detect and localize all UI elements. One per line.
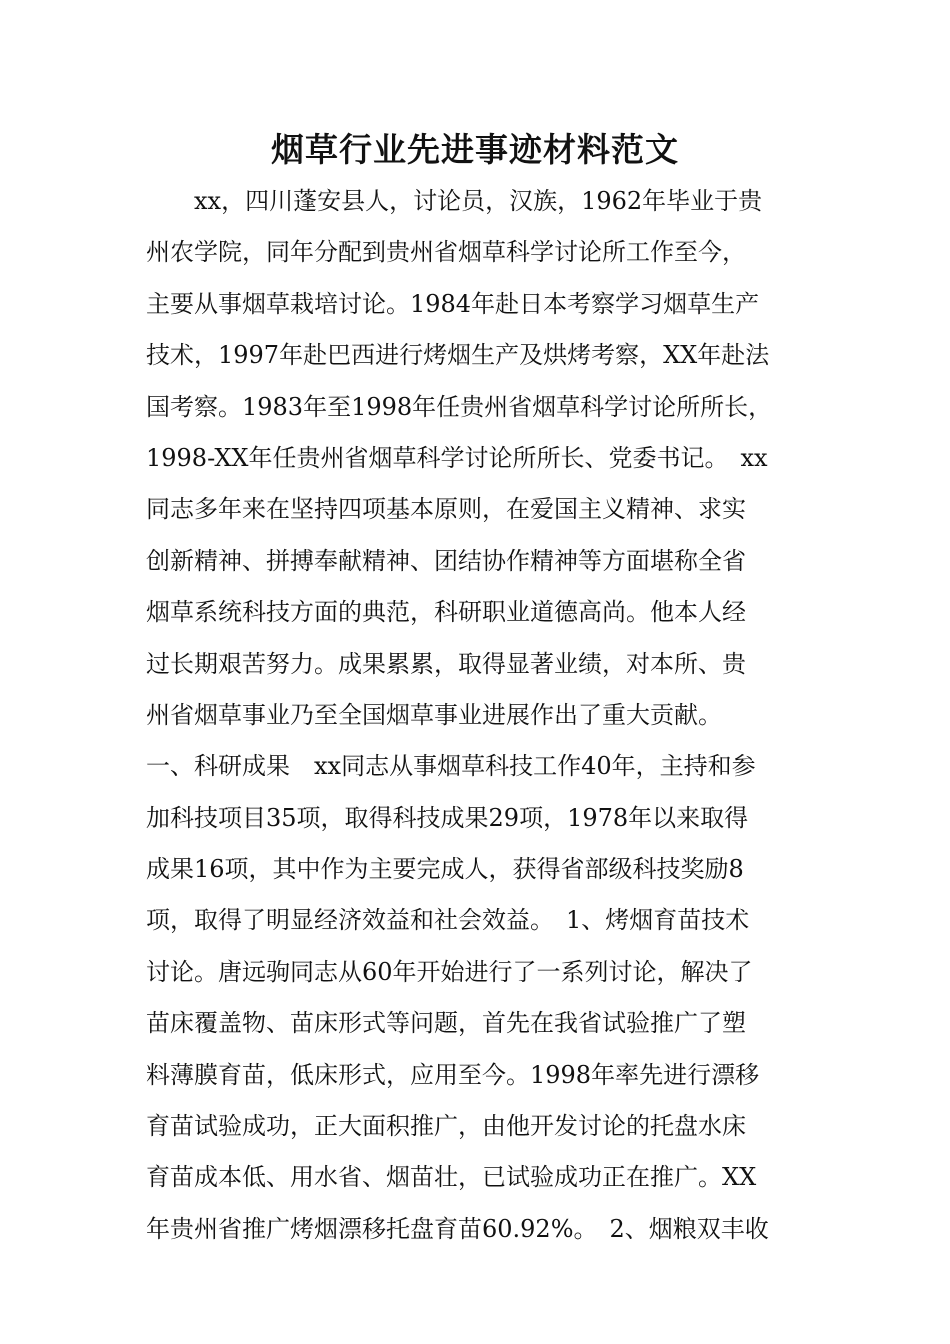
line-text: 创新精神、拼搏奉献精神、团结协作精神等方面堪称全省: [146, 546, 746, 575]
paragraph-line: [146, 844, 826, 895]
paragraph-line: [146, 793, 826, 844]
paragraph-line: [146, 741, 826, 792]
line-text: 国考察。1983年至1998年任贵州省烟草科学讨论所所长，: [146, 392, 773, 421]
line-text: 育苗试验成功，正大面积推广，由他开发讨论的托盘水床: [146, 1112, 746, 1141]
line-text: 1998-XX年任贵州省烟草科学讨论所所长、党委书记。 xx: [146, 443, 768, 472]
line-text: 苗床覆盖物、苗床形式等问题，首先在我省试验推广了塑: [146, 1009, 746, 1038]
paragraph-line: [146, 947, 826, 998]
paragraph-line: [146, 1152, 826, 1203]
paragraph-line: [146, 998, 826, 1049]
line-text: 主要从事烟草栽培讨论。1984年赴日本考察学习烟草生产: [146, 289, 760, 318]
paragraph-line: [146, 639, 826, 690]
paragraph-line: [146, 536, 826, 587]
line-text: 年贵州省推广烤烟漂移托盘育苗60.92%。 2、烟粮双丰收: [146, 1214, 769, 1243]
paragraph-line: [146, 1204, 826, 1255]
paragraph-line: [146, 895, 826, 946]
line-text: 烟草系统科技方面的典范，科研职业道德高尚。他本人经: [146, 598, 746, 627]
paragraph-line: [146, 382, 826, 433]
line-text: 加科技项目35项，取得科技成果29项，1978年以来取得: [146, 803, 749, 832]
line-text: 育苗成本低、用水省、烟苗壮，已试验成功正在推广。XX: [146, 1163, 757, 1192]
line-text: xx，四川蓬安县人，讨论员，汉族，1962年毕业于贵: [194, 187, 763, 215]
paragraph-line: [146, 1101, 826, 1152]
paragraph-line: [146, 279, 826, 330]
document-title: 烟草行业先进事迹材料范文: [271, 130, 679, 169]
line-text: 州省烟草事业乃至全国烟草事业进展作出了重大贡献。: [146, 700, 722, 729]
line-text: 讨论。唐远驹同志从60年开始进行了一系列讨论，解决了: [146, 957, 753, 986]
paragraph-line: [146, 587, 826, 638]
paragraph-line: [146, 433, 826, 484]
paragraph-line: [146, 690, 826, 741]
line-text: 成果16项，其中作为主要完成人，获得省部级科技奖励8: [146, 855, 744, 884]
line-text: 一、科研成果 xx同志从事烟草科技工作40年，主持和参: [146, 752, 756, 781]
document-body: [146, 176, 826, 1255]
line-text: 项，取得了明显经济效益和社会效益。 1、烤烟育苗技术: [146, 906, 750, 935]
line-text: 料薄膜育苗，低床形式，应用至今。1998年率先进行漂移: [146, 1060, 760, 1089]
line-text: 过长期艰苦努力。成果累累，取得显著业绩，对本所、贵: [146, 649, 746, 678]
paragraph-line: [146, 176, 826, 227]
paragraph-line: [146, 1050, 826, 1101]
paragraph-line: [146, 227, 826, 278]
paragraph-line: [146, 484, 826, 535]
paragraph-line: [146, 330, 826, 381]
line-text: 同志多年来在坚持四项基本原则，在爱国主义精神、求实: [146, 495, 746, 524]
line-text: 技术，1997年赴巴西进行烤烟生产及烘烤考察，XX年赴法: [146, 341, 770, 370]
line-text: 州农学院，同年分配到贵州省烟草科学讨论所工作至今，: [146, 238, 746, 267]
